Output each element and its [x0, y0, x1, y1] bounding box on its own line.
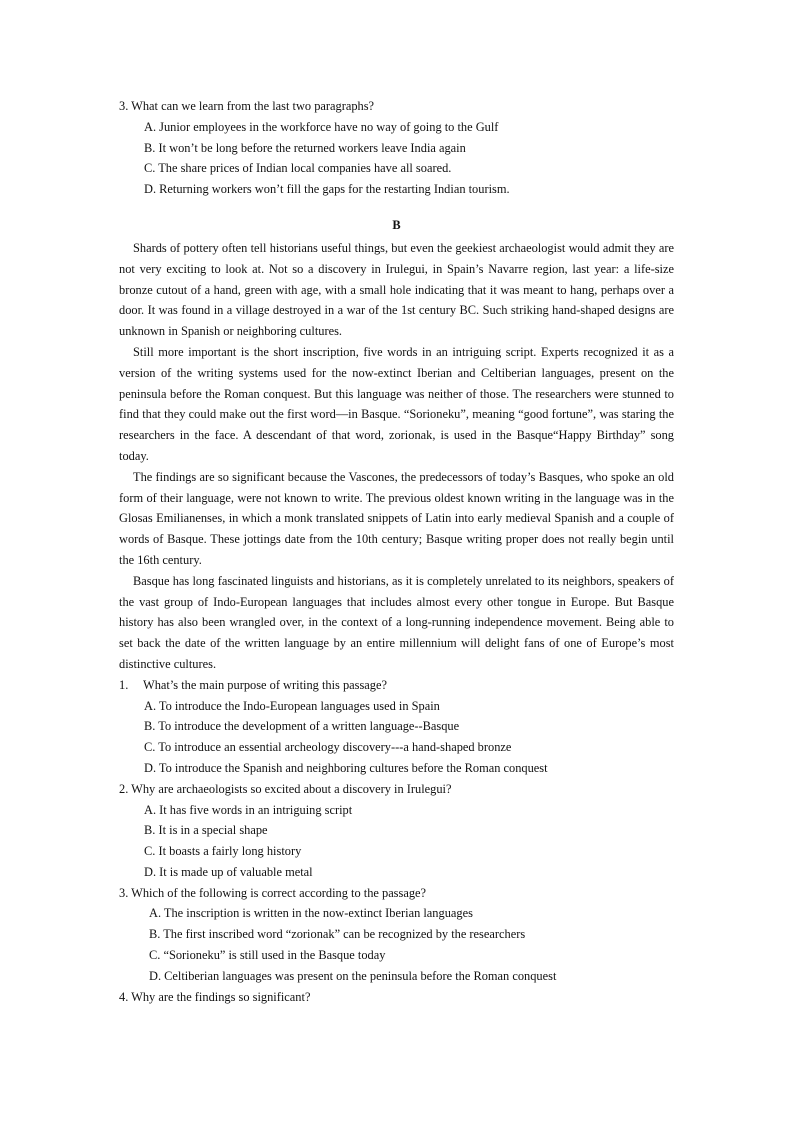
question-text: 3. Which of the following is correct according to the passage?: [119, 885, 427, 900]
option-b: B. To introduce the development of a written language--Basque: [144, 719, 460, 734]
worksheet-page: [119, 96, 674, 1007]
passage: [119, 238, 674, 675]
option-a: A. The inscription is written in the now-extinct Iberian languages: [149, 906, 473, 921]
question-b3: [119, 883, 674, 987]
option-d: D. To introduce the Spanish and neighboring cultures before the Roman conquest: [144, 760, 548, 775]
question-b1: [119, 675, 674, 779]
option-d: D. It is made up of valuable metal: [144, 864, 313, 879]
question-label: What’s the main purpose of writing this passage?: [143, 677, 387, 692]
question-b4: [119, 987, 674, 1008]
option-b: B. It won’t be long before the returned workers leave India again: [144, 140, 466, 155]
question-text: 3. What can we learn from the last two paragraphs?: [119, 99, 375, 113]
option-b: B. The first inscribed word “zorionak” can be recognized by the researchers: [149, 927, 526, 942]
question-a3: [119, 96, 674, 200]
question-text: 2. Why are archaeologists so excited about a discovery in Irulegui?: [119, 781, 452, 796]
option-c: C. “Sorioneku” is still used in the Basque today: [149, 948, 386, 963]
question-text: 4. Why are the findings so significant?: [119, 989, 311, 1004]
option-c: C. It boasts a fairly long history: [144, 844, 302, 859]
passage-paragraph-3: The findings are so significant because the Vascones, the predecessors of today’s Basques, who spoke an old form of their language, were not known to write. The previous oldest known writing in the language was in the Glosas Emilianenses, in which a monk translated snippets of Latin into early medieval Spanish and a couple of words of Basque. These jottings date from the 10th century; Basque writing proper does not really begin until the 16th century.: [119, 469, 674, 567]
passage-paragraph-1: Shards of pottery often tell historians useful things, but even the geekiest archaeologist would admit they are not very exciting to look at. Not so a discovery in Irulegui, in Spain’s Navarre region, last year: a life-size bronze cutout of a hand, green with age, with a small hole indicating that it was meant to hang, perhaps over a door. It was found in a village destroyed in a war of the 1st century BC. Such striking hand-shaped designs are unknown in Spanish or neighboring cultures.: [119, 240, 674, 339]
question-text: [119, 675, 674, 696]
passage-paragraph-4: Basque has long fascinated linguists and historians, as it is completely unrelated to its neighbors, speakers of the vast group of Indo-European languages that includes almost every other tongue in Europe. But Basque history has also been wrangled over, in the context of a long-running independence movement. Being able to set back the date of the written language by an entire millennium will delight fans of one of Europe’s most distinctive cultures.: [119, 573, 674, 671]
option-a: A. To introduce the Indo-European languages used in Spain: [144, 698, 440, 713]
option-a: A. It has five words in an intriguing script: [144, 802, 353, 817]
section-heading: B: [392, 217, 401, 232]
option-d: D. Returning workers won’t fill the gaps for the restarting Indian tourism.: [144, 182, 510, 197]
option-d: D. Celtiberian languages was present on the peninsula before the Roman conquest: [149, 968, 557, 983]
option-c: C. The share prices of Indian local companies have all soared.: [144, 161, 452, 176]
option-a: A. Junior employees in the workforce have no way of going to the Gulf: [144, 119, 499, 134]
option-c: C. To introduce an essential archeology discovery---a hand-shaped bronze: [144, 740, 512, 755]
question-number: 1.: [119, 677, 129, 692]
passage-paragraph-2: Still more important is the short inscription, five words in an intriguing script. Experts recognized it as a version of the writing systems used for the now-extinct Iberian and Celtiberian languages, present on the peninsula before the Roman conquest. But this language was neither of those. The researchers were stunned to find that they could make out the first word—in Basque. “Sorioneku”, meaning “good fortune”, was staring the researchers in the face. A descendant of that word, zorionak, is used in the Basque“Happy Birthday” song today.: [119, 344, 674, 463]
question-b2: [119, 779, 674, 883]
option-b: B. It is in a special shape: [144, 823, 268, 838]
